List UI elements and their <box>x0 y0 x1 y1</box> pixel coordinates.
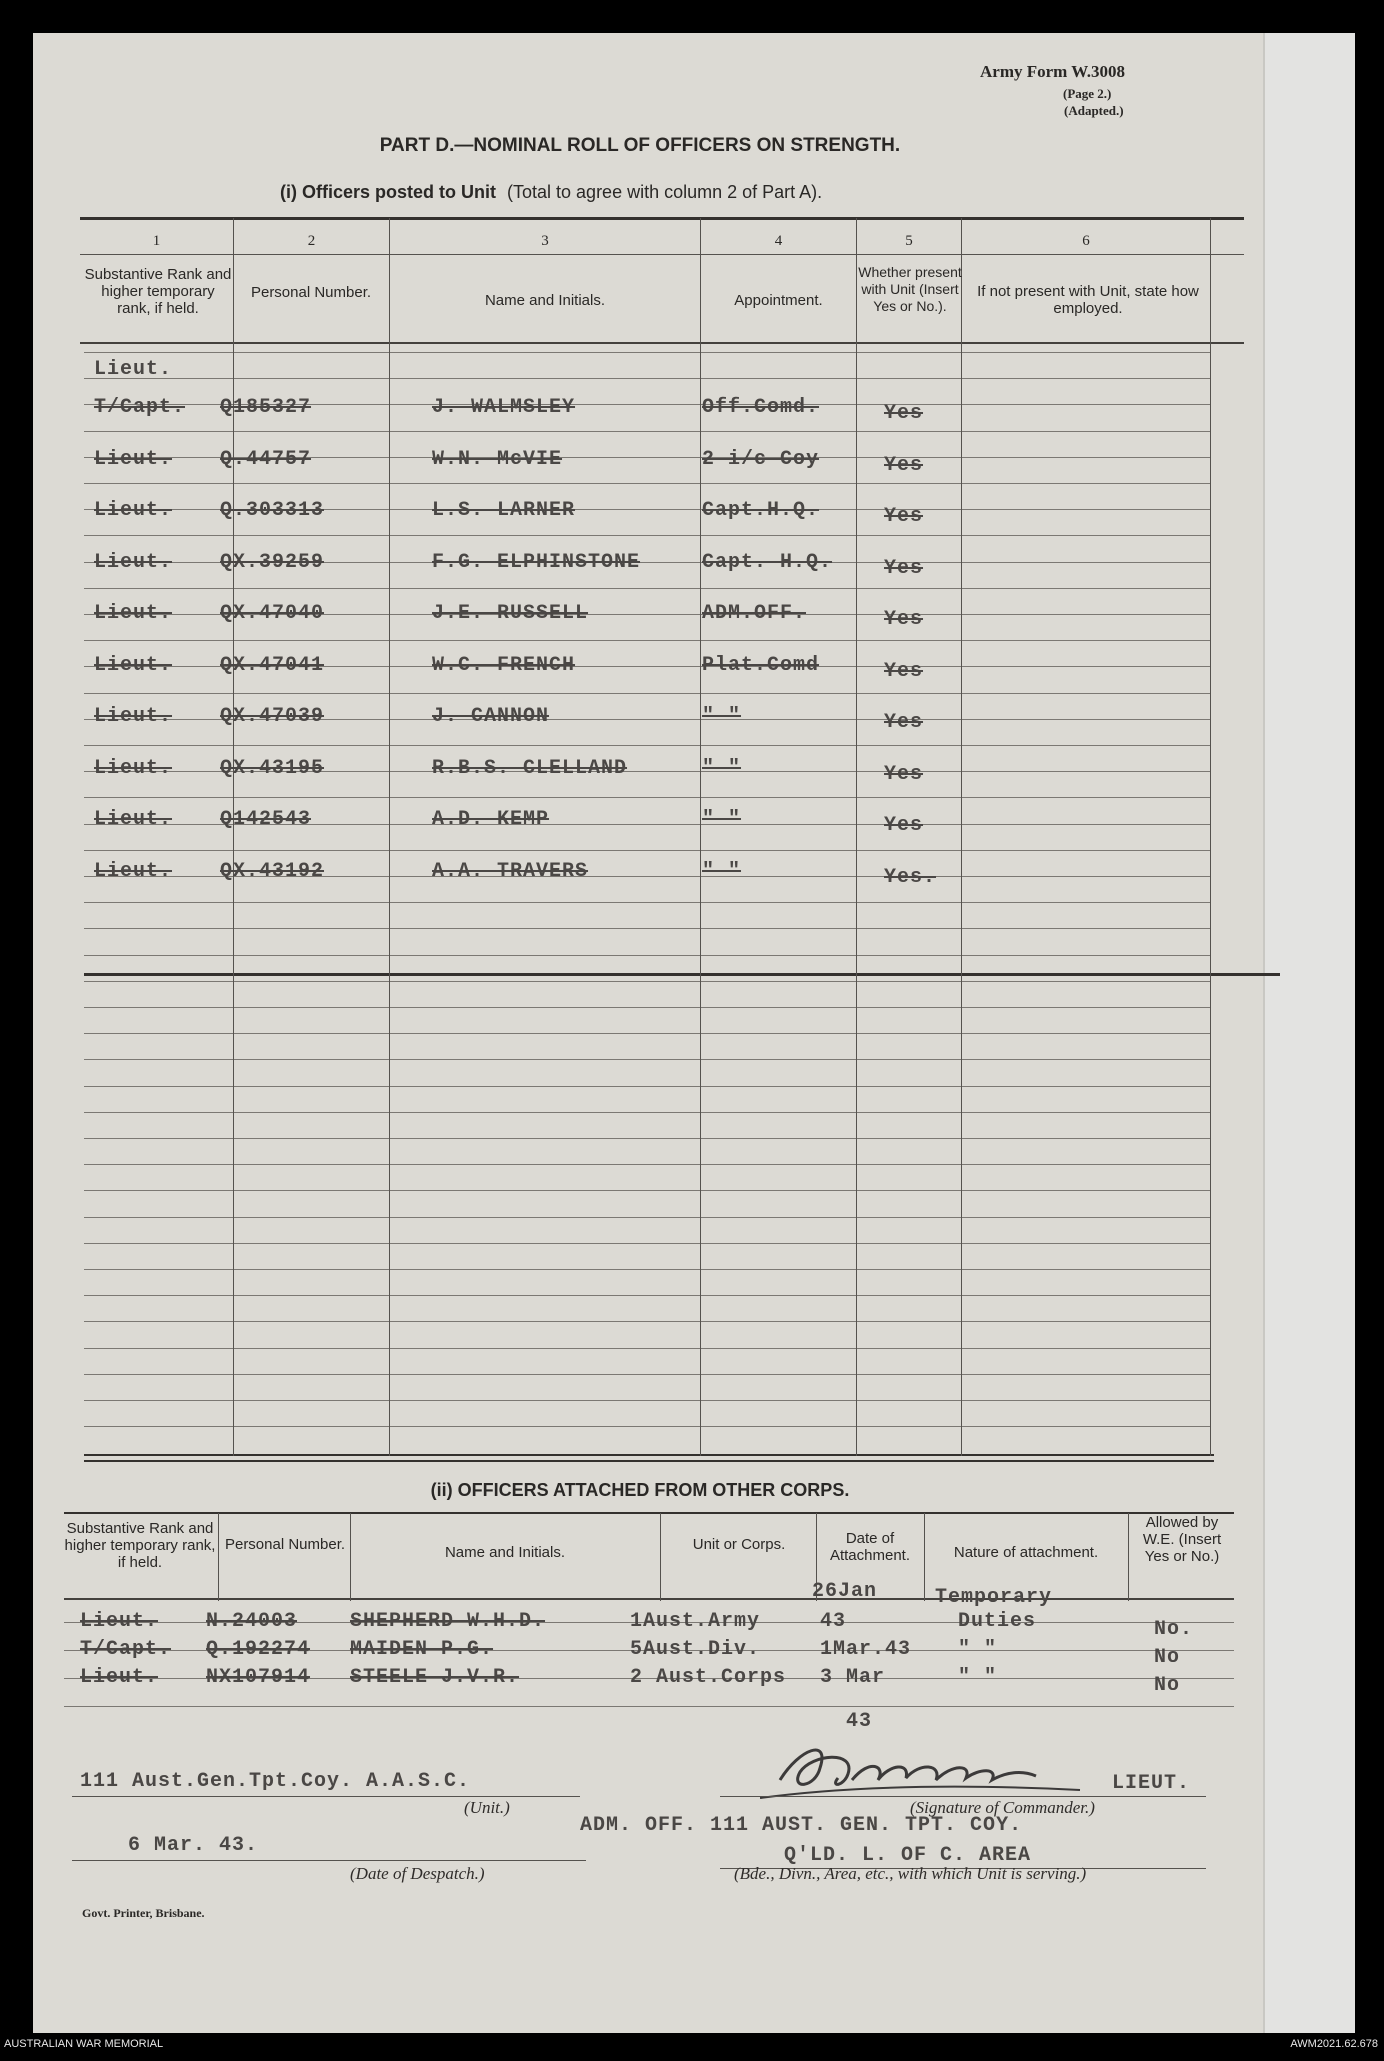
col-number-5: 5 <box>905 233 913 249</box>
part-d-mid-rule <box>84 973 1280 976</box>
part-ii-column-rule <box>218 1513 219 1601</box>
unit-line <box>72 1796 580 1797</box>
part-d-number-rule <box>80 254 1244 255</box>
signature-rank: LIEUT. <box>1112 1772 1191 1795</box>
row-4-rank: Lieut. <box>94 551 173 574</box>
ii-header-date: Date of Attachment. <box>829 1530 911 1564</box>
row-4-officer-name: F.G. ELPHINSTONE <box>432 551 641 574</box>
ii-header-number: Personal Number. <box>224 1536 346 1553</box>
part-d-ruled-line <box>84 1190 1210 1191</box>
row-3-officer-name: L.S. LARNER <box>432 499 576 522</box>
ii-row-3-officer-name: STEELE J.V.R. <box>350 1666 520 1689</box>
ii-row-2-officer-name: MAIDEN P.G. <box>350 1638 494 1661</box>
part-ii-column-rule <box>350 1513 351 1601</box>
row-10-appointment: " " <box>702 860 742 883</box>
row-8-present-with-unit: Yes <box>884 763 924 786</box>
ii-row-2-rank: T/Capt. <box>80 1638 172 1661</box>
row-9-present-with-unit: Yes <box>884 814 924 837</box>
part-d-bottom-rule <box>84 1454 1214 1456</box>
row-1-present-with-unit: Yes <box>884 402 924 425</box>
row-6-rank: Lieut. <box>94 654 173 677</box>
row-5-rank: Lieut. <box>94 602 173 625</box>
row-10-officer-name: A.A. TRAVERS <box>432 860 589 883</box>
part-d-ruled-line <box>84 1295 1210 1296</box>
part-d-ruled-line <box>84 1138 1210 1139</box>
row-5-present-with-unit: Yes <box>884 608 924 631</box>
row-3-appointment: Capt.H.Q. <box>702 499 820 522</box>
part-d-ruled-line <box>84 640 1210 641</box>
form-page: (Page 2.) <box>1063 86 1112 101</box>
part-d-header-rule <box>80 342 1244 344</box>
paper-edge <box>1263 33 1355 2033</box>
part-ii-top-rule <box>64 1512 1234 1514</box>
ii-row-3-personal-number: NX107914 <box>206 1666 311 1689</box>
footer-left: AUSTRALIAN WAR MEMORIAL <box>4 2038 164 2050</box>
row-7-appointment: " " <box>702 705 742 728</box>
ii-row-2-personal-number: Q.192274 <box>206 1638 311 1661</box>
row-5-personal-number: QX.47040 <box>220 602 325 625</box>
part-ii-column-rule <box>1128 1513 1129 1601</box>
ii-row-3-allowed: No <box>1154 1674 1181 1697</box>
ii-row-2-allowed: No <box>1154 1646 1181 1669</box>
part-d-ruled-line <box>84 981 1210 982</box>
signature-line <box>720 1796 1206 1797</box>
col-number-1: 1 <box>152 233 161 249</box>
col-header-present: Whether present with Unit (Insert Yes or No.). <box>858 264 962 314</box>
ii-row-2-nature: " " <box>958 1638 998 1661</box>
ii-row-1-date: 43 <box>820 1610 847 1633</box>
part-d-ruled-line <box>84 1217 1210 1218</box>
ii-row-1-personal-number: N.24003 <box>206 1610 298 1633</box>
unit-caption: (Unit.) <box>464 1798 510 1817</box>
part-d-ruled-line <box>84 1112 1210 1113</box>
part-d-ruled-line <box>84 1374 1210 1375</box>
part-d-ruled-line <box>84 483 1210 484</box>
row-7-present-with-unit: Yes <box>884 711 924 734</box>
row-4-appointment: Capt. H.Q. <box>702 551 833 574</box>
row-6-appointment: Plat.Comd <box>702 654 820 677</box>
part-d-ruled-line <box>84 797 1210 798</box>
ii-header-nature: Nature of attachment. <box>953 1544 1099 1561</box>
part-d-ruled-line <box>84 1348 1210 1349</box>
ii-date-bottom: 43 <box>846 1710 873 1733</box>
rank-note: Lieut. <box>94 358 173 381</box>
part-d-ruled-line <box>84 1007 1210 1008</box>
row-2-officer-name: W.N. McVIE <box>432 448 563 471</box>
row-7-officer-name: J. CANNON <box>432 705 550 728</box>
ii-row-3-rank: Lieut. <box>80 1666 159 1689</box>
row-9-personal-number: Q142543 <box>220 808 312 831</box>
ii-row-2-date: 1Mar.43 <box>820 1638 912 1661</box>
part-ii-column-rule <box>660 1513 661 1601</box>
part-d-ruled-line <box>84 588 1210 589</box>
despatch-date-line <box>72 1860 586 1861</box>
part-d-ruled-line <box>84 431 1210 432</box>
col-header-employed: If not present with Unit, state how employed. <box>977 283 1199 317</box>
col-number-6: 6 <box>1082 233 1090 249</box>
row-6-personal-number: QX.47041 <box>220 654 325 677</box>
row-2-rank: Lieut. <box>94 448 173 471</box>
row-8-personal-number: QX.43195 <box>220 757 325 780</box>
part-d-ruled-line <box>84 1086 1210 1087</box>
ii-row-1-allowed: No. <box>1154 1618 1194 1641</box>
part-d-ruled-line <box>84 745 1210 746</box>
ii-row-1-nature: Duties <box>958 1610 1037 1633</box>
ii-row-2-unit: 5Aust.Div. <box>630 1638 761 1661</box>
row-7-rank: Lieut. <box>94 705 173 728</box>
row-8-appointment: " " <box>702 757 742 780</box>
row-2-appointment: 2 i/c Coy <box>702 448 820 471</box>
part-d-ruled-line <box>84 1164 1210 1165</box>
row-3-personal-number: Q.303313 <box>220 499 325 522</box>
row-9-officer-name: A.D. KEMP <box>432 808 550 831</box>
part-d-column-rule <box>700 218 701 1456</box>
part-d-top-rule <box>80 217 1244 220</box>
row-5-officer-name: J.E. RUSSELL <box>432 602 589 625</box>
part-d-ruled-line <box>84 1321 1210 1322</box>
part-d-ruled-line <box>84 928 1210 929</box>
row-7-personal-number: QX.47039 <box>220 705 325 728</box>
row-2-personal-number: Q.44757 <box>220 448 312 471</box>
despatch-date-value: 6 Mar. 43. <box>128 1834 259 1857</box>
part-d-ruled-line <box>84 955 1210 956</box>
part-d-ruled-line <box>84 378 1210 379</box>
part-d-column-rule <box>389 218 390 1456</box>
form-adapted: (Adapted.) <box>1064 103 1124 118</box>
ii-date-top: 26Jan <box>812 1580 878 1603</box>
footer-right: AWM2021.62.678 <box>1290 2038 1378 2050</box>
row-2-present-with-unit: Yes <box>884 454 924 477</box>
part-d-ruled-line <box>84 535 1210 536</box>
part-d-ruled-line <box>84 1426 1210 1427</box>
ii-header-allowed: Allowed by W.E. (Insert Yes or No.) <box>1142 1514 1222 1565</box>
ii-row-3-unit: 2 Aust.Corps <box>630 1666 787 1689</box>
col-header-name: Name and Initials. <box>484 292 606 309</box>
row-6-officer-name: W.C. FRENCH <box>432 654 576 677</box>
ii-nature-top: Temporary <box>935 1586 1053 1609</box>
part-d-ruled-line <box>84 352 1210 353</box>
row-1-officer-name: J. WALMSLEY <box>432 396 576 419</box>
part-d-bottom-rule-2 <box>84 1460 1214 1462</box>
row-6-present-with-unit: Yes <box>884 660 924 683</box>
col-number-4: 4 <box>774 233 783 249</box>
part-d-ruled-line <box>84 850 1210 851</box>
part-d-ruled-line <box>84 1243 1210 1244</box>
part-d-ruled-line <box>84 902 1210 903</box>
row-10-personal-number: QX.43192 <box>220 860 325 883</box>
row-1-appointment: Off.Comd. <box>702 396 820 419</box>
row-9-rank: Lieut. <box>94 808 173 831</box>
row-1-rank: T/Capt. <box>94 396 186 419</box>
part-ii-title: (ii) OFFICERS ATTACHED FROM OTHER CORPS. <box>430 1480 850 1500</box>
row-3-rank: Lieut. <box>94 499 173 522</box>
row-10-present-with-unit: Yes. <box>884 866 937 889</box>
ii-row-1-rank: Lieut. <box>80 1610 159 1633</box>
area-caption: (Bde., Divn., Area, etc., with which Unit is serving.) <box>734 1864 1087 1883</box>
ii-header-unit: Unit or Corps. <box>692 1536 786 1553</box>
part-d-ruled-line <box>84 1033 1210 1034</box>
ii-row-1-officer-name: SHEPHERD W.H.D. <box>350 1610 546 1633</box>
part-d-ruled-line <box>84 1400 1210 1401</box>
part-d-ruled-line <box>84 1059 1210 1060</box>
area-line: Q'LD. L. OF C. AREA <box>784 1844 1032 1867</box>
ii-row-1-unit: 1Aust.Army <box>630 1610 761 1633</box>
part-d-subtitle-note: (Total to agree with column 2 of Part A). <box>507 182 823 202</box>
part-ii-column-rule <box>924 1513 925 1601</box>
unit-value: 111 Aust.Gen.Tpt.Coy. A.A.S.C. <box>80 1770 471 1793</box>
part-d-subtitle <box>280 182 822 203</box>
signature-caption: (Signature of Commander.) <box>910 1798 1095 1817</box>
part-ii-header-rule <box>64 1598 1234 1600</box>
form-name: Army Form W.3008 <box>980 62 1125 81</box>
ii-row-3-nature: " " <box>958 1666 998 1689</box>
row-5-appointment: ADM.OFF. <box>702 602 807 625</box>
part-ii-ruled-line <box>64 1706 1234 1707</box>
ii-row-3-date: 3 Mar <box>820 1666 886 1689</box>
row-3-present-with-unit: Yes <box>884 505 924 528</box>
row-9-appointment: " " <box>702 808 742 831</box>
col-header-number: Personal Number. <box>250 284 372 301</box>
row-1-personal-number: Q185327 <box>220 396 312 419</box>
part-d-column-rule <box>961 218 962 1456</box>
ii-header-rank: Substantive Rank and higher temporary rank, if held. <box>64 1520 216 1571</box>
part-d-ruled-line <box>84 1269 1210 1270</box>
part-d-ruled-line <box>84 693 1210 694</box>
row-8-rank: Lieut. <box>94 757 173 780</box>
col-header-rank: Substantive Rank and higher temporary rank, if held. <box>84 266 232 317</box>
col-number-2: 2 <box>307 233 316 249</box>
row-10-rank: Lieut. <box>94 860 173 883</box>
part-d-column-rule <box>1210 218 1211 1456</box>
row-4-personal-number: QX.39259 <box>220 551 325 574</box>
col-number-3: 3 <box>541 233 549 249</box>
part-d-title: PART D.—NOMINAL ROLL OF OFFICERS ON STRENGTH. <box>379 135 901 156</box>
row-4-present-with-unit: Yes <box>884 557 924 580</box>
part-d-subtitle-bold: (i) Officers posted to Unit <box>280 182 496 202</box>
row-8-officer-name: R.B.S. CLELLAND <box>432 757 628 780</box>
printer-note: Govt. Printer, Brisbane. <box>82 1906 205 1920</box>
col-header-appointment: Appointment. <box>734 292 823 309</box>
ii-header-name: Name and Initials. <box>444 1544 566 1561</box>
despatch-date-caption: (Date of Despatch.) <box>350 1864 485 1883</box>
appointment-line: ADM. OFF. 111 AUST. GEN. TPT. COY. <box>580 1814 1023 1837</box>
part-d-column-rule <box>856 218 857 1456</box>
